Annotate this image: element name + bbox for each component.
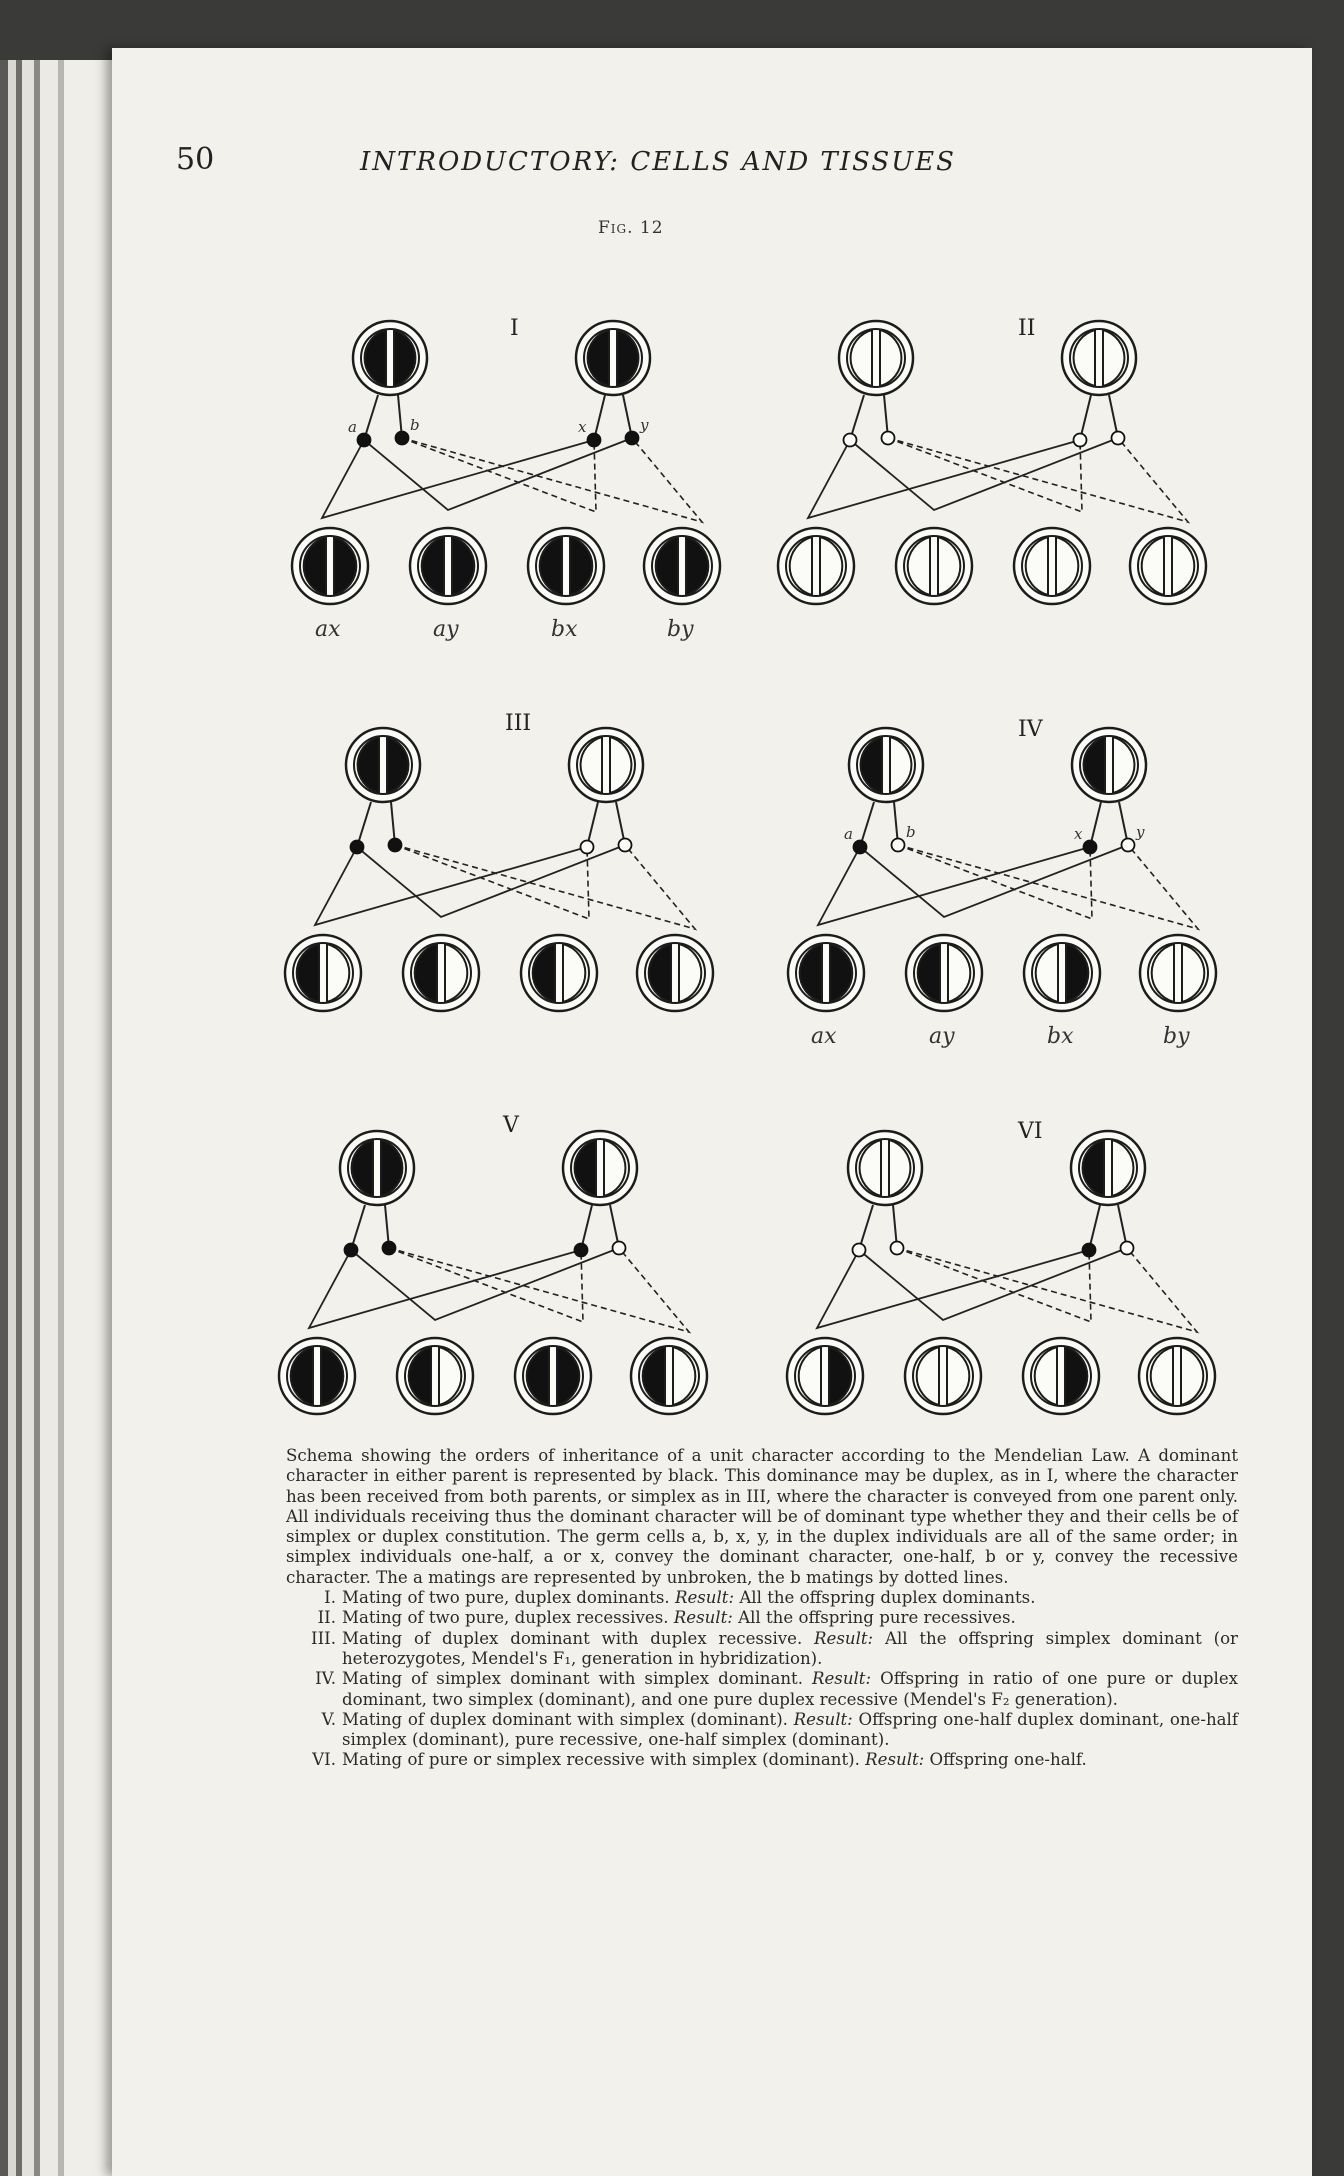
caption-case-number: III. (311, 1628, 336, 1648)
offspring-cell (896, 528, 972, 604)
caption-case (286, 1608, 1238, 1628)
offspring-cell (631, 1338, 707, 1414)
caption-case-number: V. (321, 1709, 336, 1729)
germ-cell-dot (619, 839, 632, 852)
caption-case-number: IV. (315, 1669, 336, 1689)
caption-result-label: Result: (793, 1709, 853, 1729)
caption-result-text: All the offspring duplex dominants. (739, 1588, 1036, 1608)
parent-cell (839, 321, 913, 395)
germ-cell-dot (345, 1244, 358, 1257)
germ-cell-dot (613, 1242, 626, 1255)
germ-cell-dot (854, 841, 867, 854)
parent-cell (576, 321, 650, 395)
germ-cell-dot (389, 839, 402, 852)
offspring-cell (410, 528, 486, 604)
caption-result-text: All the offspring simplex dominant (or heterozygotes, Mendel's F₁, generation in hybridization). (342, 1628, 1238, 1668)
caption-case (286, 1629, 1238, 1670)
panel-numeral: IV (1018, 717, 1043, 742)
caption-result-text: Offspring one-half duplex dominant, one-half simplex (dominant), pure recessive, one-half simplex (dominant). (342, 1709, 1238, 1750)
parent-cell (1071, 1131, 1145, 1205)
panel-IV (788, 717, 1216, 1049)
offspring-cell (1130, 528, 1206, 604)
mating-line-bx (395, 845, 589, 919)
caption-case-description: Mating of duplex dominant with duplex recessive. (342, 1628, 803, 1648)
figure-label: Fig. 12 (598, 218, 664, 238)
offspring-cell (644, 528, 720, 604)
germ-cell-dot (844, 434, 857, 447)
caption-case-text (342, 1608, 1238, 1628)
offspring-label: bx (551, 617, 578, 642)
offspring-cell (1023, 1338, 1099, 1414)
parent-cell (563, 1131, 637, 1205)
caption-case (286, 1710, 1238, 1751)
offspring-cell (1024, 935, 1100, 1011)
caption-result-label: Result: (814, 1628, 874, 1648)
caption-result-label: Result: (811, 1669, 872, 1689)
offspring-cell (637, 935, 713, 1011)
caption-case-description: Mating of two pure, duplex recessives. (342, 1608, 669, 1628)
caption-case-description: Mating of pure or simplex recessive with simplex (dominant). (342, 1750, 860, 1770)
germ-cell-label: a (844, 825, 853, 843)
caption-case-text (342, 1669, 1238, 1710)
germ-cell-label: x (1074, 825, 1083, 843)
germ-cell-label: b (410, 416, 420, 434)
germ-cell-dot (575, 1244, 588, 1257)
caption-case (286, 1750, 1238, 1770)
germ-cell-label: b (906, 823, 916, 841)
germ-cell-dot (626, 432, 639, 445)
offspring-cell (1139, 1338, 1215, 1414)
caption-case-number: II. (317, 1608, 336, 1628)
caption-case-description: Mating of two pure, duplex dominants. (342, 1588, 670, 1608)
offspring-cell (521, 935, 597, 1011)
germ-cell-dot (1074, 434, 1087, 447)
germ-cell-label: x (578, 418, 587, 436)
offspring-cell (279, 1338, 355, 1414)
panel-numeral: III (505, 711, 532, 736)
panel-numeral: I (510, 316, 519, 341)
panel-V (279, 1113, 707, 1414)
cell-inner-ring (1147, 1346, 1207, 1406)
offspring-cell (285, 935, 361, 1011)
caption-case-text (342, 1629, 1238, 1670)
parent-cell (1072, 728, 1146, 802)
caption-result-text: All the offspring pure recessives. (738, 1608, 1016, 1628)
offspring-cell (778, 528, 854, 604)
parent-cell (849, 728, 923, 802)
germ-cell-dot (358, 434, 371, 447)
caption-case-number: I. (324, 1588, 336, 1608)
germ-cell-dot (1122, 839, 1135, 852)
mating-line-bx (897, 1248, 1091, 1322)
germ-cell-dot (853, 1244, 866, 1257)
caption-result-text: Offspring in ratio of one pure or duplex dominant, two simplex (dominant), and one pure duplex recessive (Mendel's F₂ generation). (342, 1669, 1239, 1709)
offspring-cell (787, 1338, 863, 1414)
running-head: INTRODUCTORY: CELLS AND TISSUES (360, 147, 956, 177)
germ-cell-dot (891, 1242, 904, 1255)
mating-line-bx (888, 438, 1082, 512)
cell-inner-ring (786, 536, 846, 596)
caption-case-text (342, 1750, 1238, 1770)
germ-cell-dot (882, 432, 895, 445)
cell-inner-ring (847, 329, 905, 387)
offspring-cell (397, 1338, 473, 1414)
offspring-label: bx (1047, 1024, 1074, 1049)
panel-numeral: V (503, 1113, 519, 1138)
germ-cell-dot (396, 432, 409, 445)
offspring-label: ax (811, 1024, 837, 1049)
germ-cell-label: y (640, 416, 649, 434)
panel-numeral: VI (1018, 1119, 1043, 1144)
parent-cell (340, 1131, 414, 1205)
offspring-label: ay (433, 617, 459, 642)
caption-case (286, 1588, 1238, 1608)
offspring-label: ay (929, 1024, 955, 1049)
germ-cell-dot (588, 434, 601, 447)
cell-inner-ring (856, 1139, 914, 1197)
cell-inner-ring (1148, 943, 1208, 1003)
offspring-cell (292, 528, 368, 604)
offspring-cell (788, 935, 864, 1011)
panel-VI (787, 1119, 1215, 1414)
parent-cell (353, 321, 427, 395)
caption-case (286, 1669, 1238, 1710)
parent-cell (848, 1131, 922, 1205)
caption-case-number: VI. (312, 1750, 336, 1770)
page-number: 50 (176, 142, 215, 177)
germ-cell-dot (383, 1242, 396, 1255)
parent-cell (1062, 321, 1136, 395)
mating-line-bx (389, 1248, 583, 1322)
caption-case-description: Mating of simplex dominant with simplex dominant. (342, 1669, 803, 1689)
offspring-cell (906, 935, 982, 1011)
caption-case-text (342, 1588, 1238, 1608)
cell-inner-ring (577, 736, 635, 794)
caption-result-label: Result: (865, 1750, 925, 1770)
parent-cell (346, 728, 420, 802)
offspring-cell (515, 1338, 591, 1414)
offspring-label: by (1163, 1024, 1190, 1049)
panel-numeral: II (1018, 316, 1036, 341)
caption-case-text (342, 1710, 1238, 1751)
mating-line-bx (402, 438, 596, 512)
offspring-cell (1140, 935, 1216, 1011)
panel-III (285, 711, 713, 1011)
caption-intro: Schema showing the orders of inheritance of a unit character according to the Mendelian Law. A dominant character in either parent is represented by black. This dominance may be duplex, as in I, where the character has been received from both parents, or simplex as in III, where the character is conveyed from one parent only. All individuals receiving thus the dominant character will be of dominant type whether they and their cells be of simplex or duplex constitution. The germ cells a, b, x, y, in the duplex individuals are all of the same order; in simplex individuals one-half, a or x, convey the dominant character, one-half, b or y, convey the recessive character. The a matings are represented by unbroken, the b matings by dotted lines. (286, 1446, 1238, 1587)
panel-II (778, 316, 1206, 604)
caption-result-text: Offspring one-half. (929, 1750, 1087, 1770)
cell-inner-ring (1070, 329, 1128, 387)
germ-cell-dot (351, 841, 364, 854)
germ-cell-dot (1083, 1244, 1096, 1257)
offspring-label: by (667, 617, 694, 642)
offspring-label: ax (315, 617, 341, 642)
caption-case-description: Mating of duplex dominant with simplex (dominant). (342, 1709, 788, 1729)
caption-case-list (286, 1588, 1238, 1771)
cell-inner-ring (1138, 536, 1198, 596)
germ-cell-label: y (1136, 823, 1145, 841)
caption-result-label: Result: (674, 1588, 735, 1608)
cell-inner-ring (904, 536, 964, 596)
mating-line-bx (898, 845, 1092, 919)
offspring-cell (905, 1338, 981, 1414)
cell-inner-ring (1022, 536, 1082, 596)
germ-cell-dot (892, 839, 905, 852)
cell-inner-ring (913, 1346, 973, 1406)
parent-cell (569, 728, 643, 802)
germ-cell-dot (1121, 1242, 1134, 1255)
germ-cell-dot (1112, 432, 1125, 445)
caption-result-label: Result: (673, 1608, 733, 1628)
figure-caption (286, 1446, 1238, 1771)
offspring-cell (528, 528, 604, 604)
germ-cell-label: a (348, 418, 357, 436)
germ-cell-dot (1084, 841, 1097, 854)
panel-I (292, 316, 720, 642)
germ-cell-dot (581, 841, 594, 854)
offspring-cell (1014, 528, 1090, 604)
offspring-cell (403, 935, 479, 1011)
